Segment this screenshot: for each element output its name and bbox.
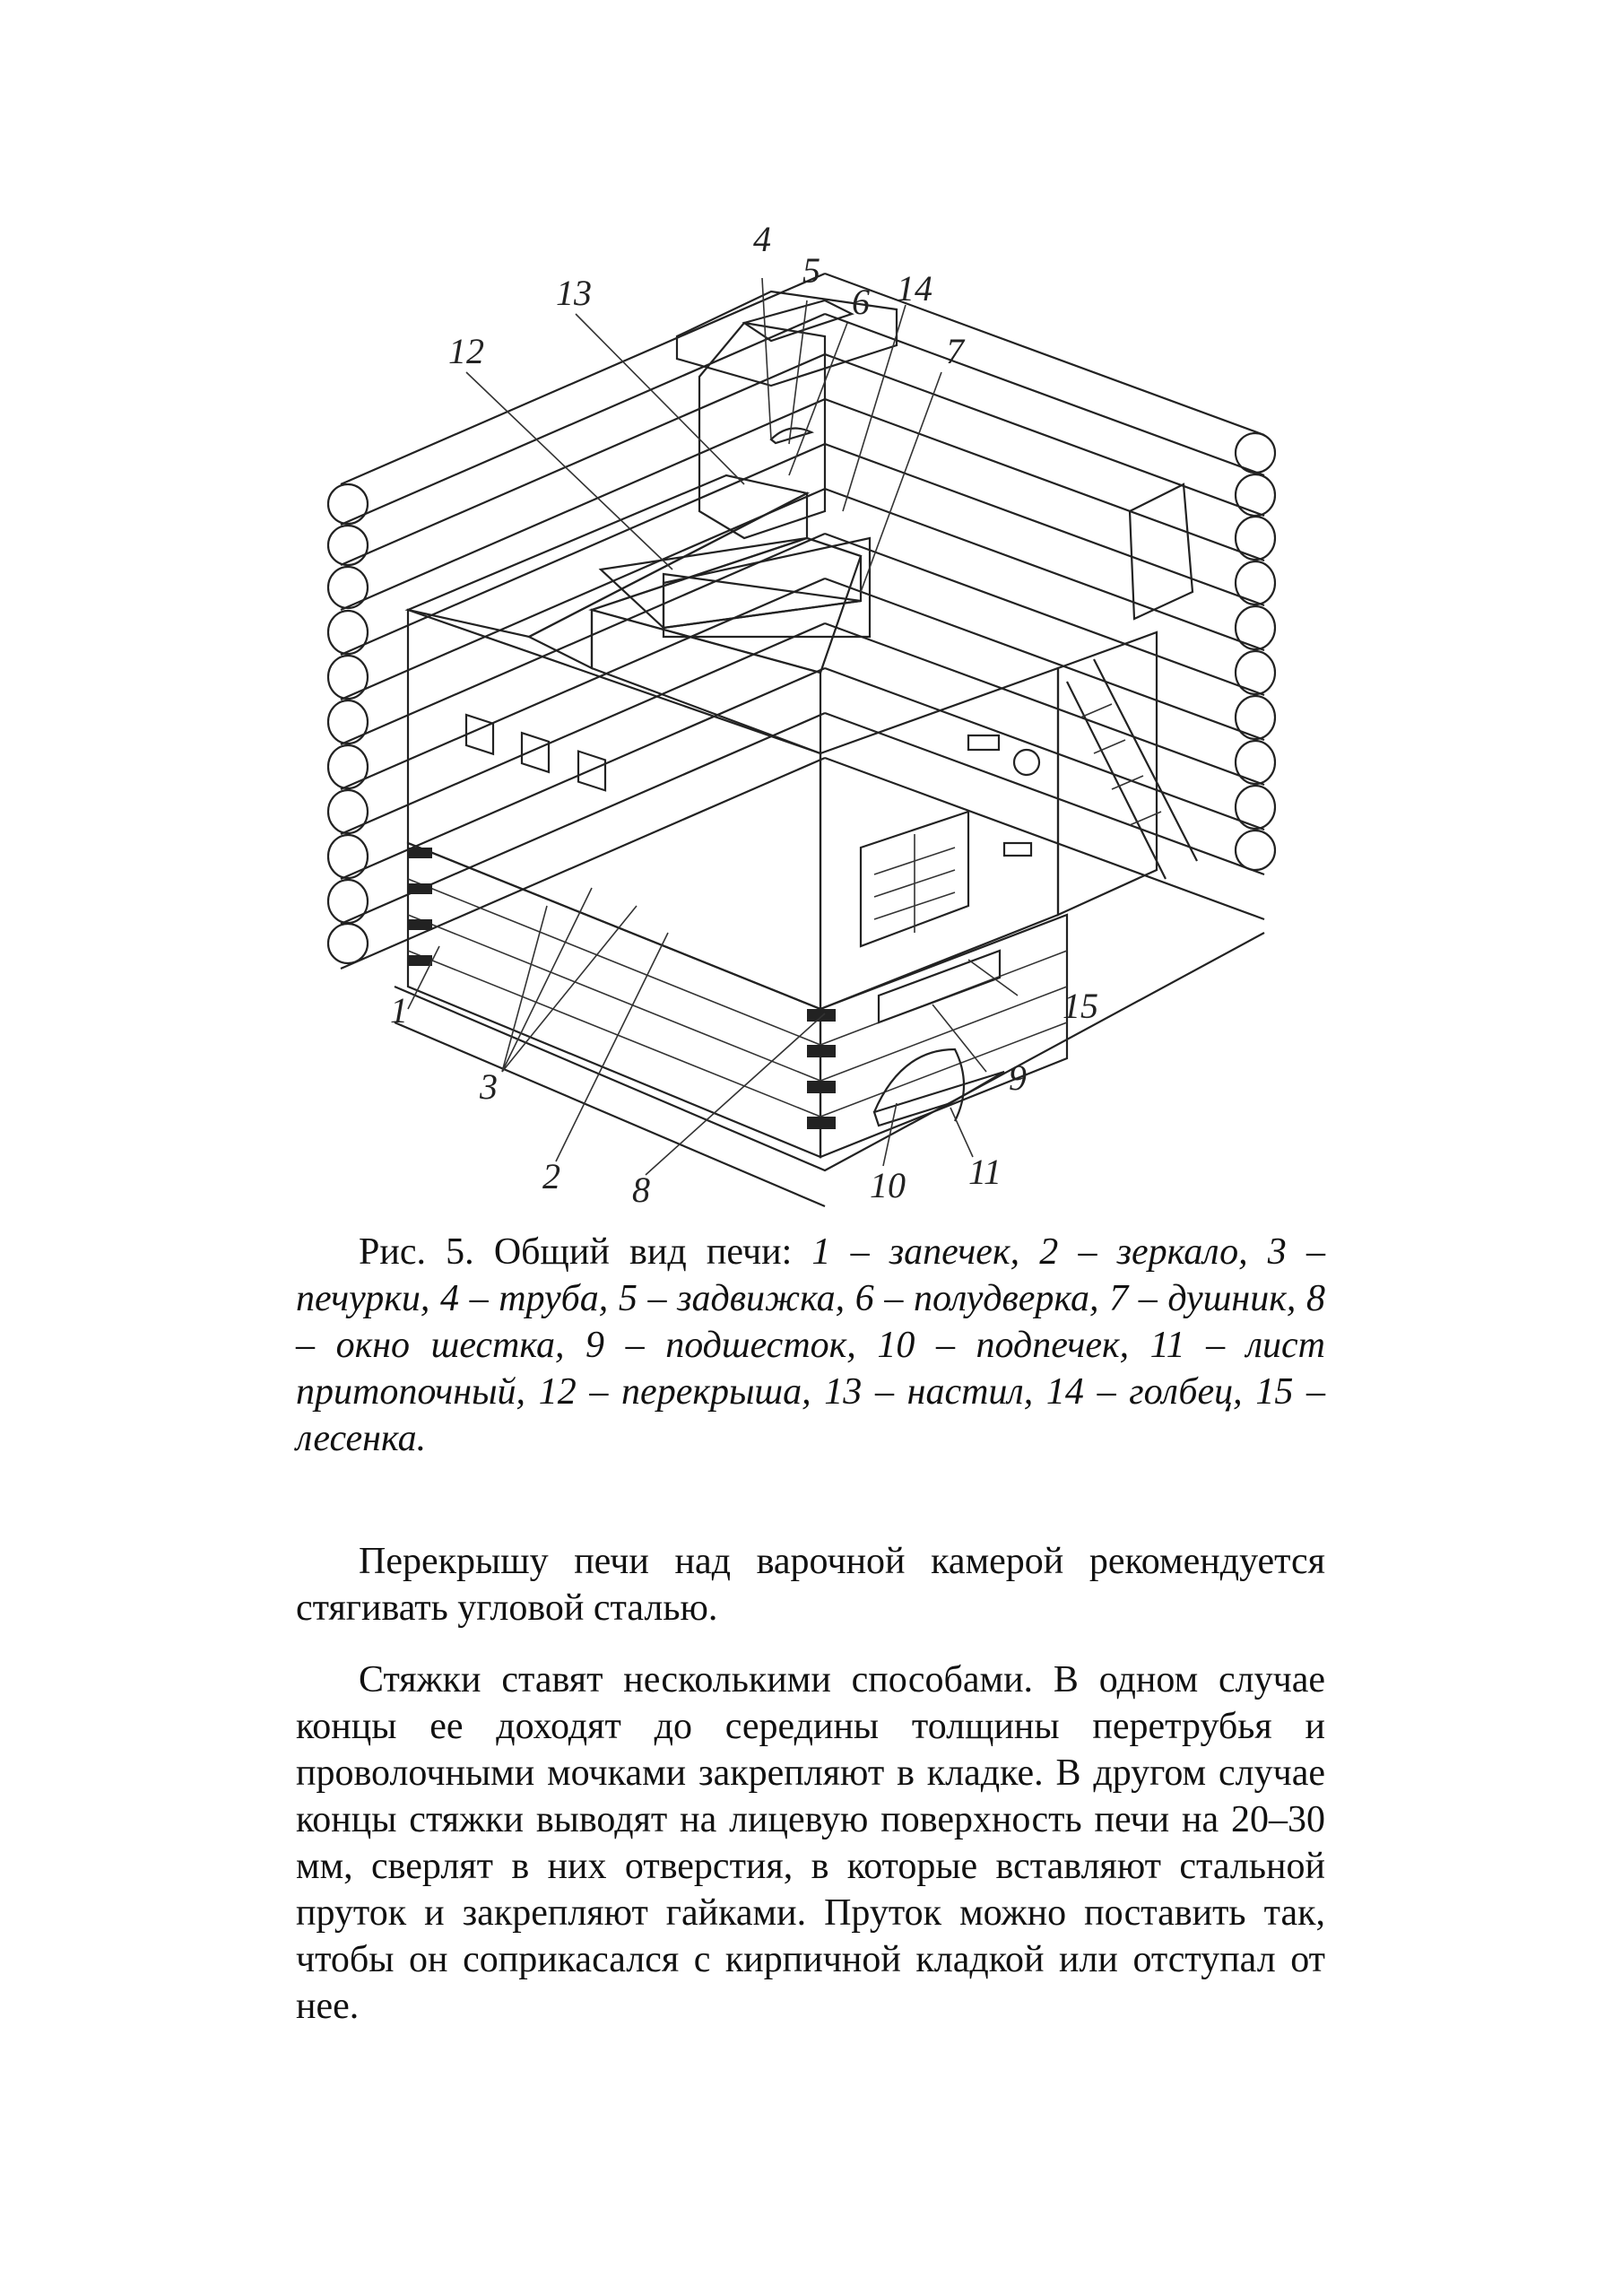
label-2: 2 (542, 1156, 560, 1196)
log-wall-right (825, 274, 1275, 919)
label-1: 1 (390, 990, 408, 1031)
caption-prefix: Рис. 5. Общий вид печи: (359, 1231, 812, 1273)
label-14: 14 (897, 268, 932, 309)
stove-illustration (323, 215, 1327, 1211)
floor-edge-lower (395, 1022, 825, 1206)
label-9: 9 (1009, 1057, 1027, 1098)
figure-caption (296, 1229, 1325, 1462)
label-15: 15 (1063, 986, 1098, 1026)
label-10: 10 (870, 1165, 906, 1205)
body-text (296, 1538, 1325, 2055)
label-11: 11 (968, 1152, 1002, 1192)
chimney (601, 291, 897, 637)
label-3: 3 (480, 1066, 498, 1107)
label-6: 6 (852, 282, 870, 322)
label-5: 5 (802, 250, 820, 291)
stove-body (408, 475, 1058, 1009)
label-13: 13 (556, 273, 592, 313)
label-7: 7 (946, 331, 964, 371)
podpechek-arch (874, 1049, 964, 1121)
paragraph-2: Стяжки ставят несколькими способами. В одном случае концы ее доходят до середины толщины перетрубья и проволочными мочками закрепляют в кладке. В другом случае концы стяжки выводят на лицевую поверхность печи на 20–30 мм, сверлят в них отверстия, в которые вставляют стальной пруток и закрепляют гайками. Пруток можно поставить так, чтобы он соприкасался с кирпичной кладкой или отступал от нее. (296, 1659, 1325, 2027)
log-wall-left (328, 274, 825, 969)
label-12: 12 (448, 331, 484, 371)
caption-body: 1 – запечек, 2 – зеркало, 3 – печурки, 4 – труба, 5 – задвижка, 6 – полудверка, 7 – душник, 8 – окно шестка, 9 – подшесток, 10 – подпечек, 11 – лист притопочный, 12 – перекрыша, 13 – настил, 14 – голбец, 15 – лесенка. (296, 1231, 1325, 1459)
label-4: 4 (753, 219, 771, 259)
label-8: 8 (632, 1170, 650, 1210)
paragraph-1: Перекрышу печи над варочной камерой рекомендуется стягивать угловой сталью. (296, 1541, 1325, 1629)
dushnik-icon (1014, 750, 1039, 775)
